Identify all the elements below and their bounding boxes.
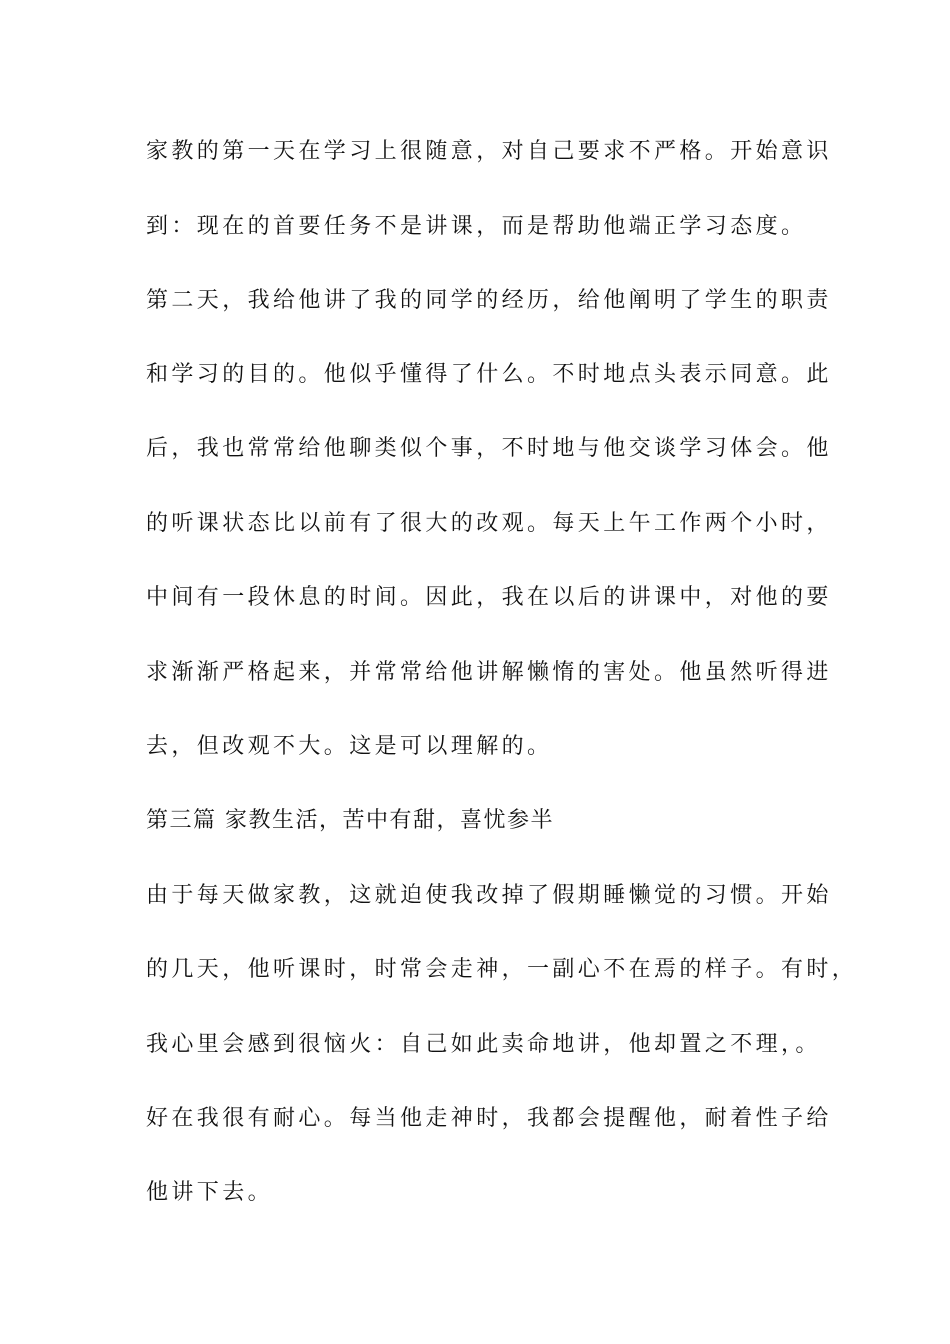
- text-line: 后，我也常常给他聊类似个事，不时地与他交谈学习体会。他: [146, 436, 832, 461]
- text-line: 和学习的目的。他似乎懂得了什么。不时地点头表示同意。此: [146, 362, 832, 387]
- text-line: 到：现在的首要任务不是讲课，而是帮助他端正学习态度。: [146, 214, 807, 239]
- text-line: 的几天，他听课时，时常会走神，一副心不在焉的样子。有时，: [146, 957, 858, 982]
- text-line: 第二天，我给他讲了我的同学的经历，给他阐明了学生的职责: [146, 288, 832, 313]
- text-line: 我心里会感到很恼火：自己如此卖命地讲，他却置之不理，。: [146, 1032, 821, 1057]
- text-line: 家教的第一天在学习上很随意，对自己要求不严格。开始意识: [146, 139, 832, 164]
- text-line: 中间有一段休息的时间。因此，我在以后的讲课中，对他的要: [146, 585, 832, 610]
- text-line: 好在我很有耐心。每当他走神时，我都会提醒他，耐着性子给: [146, 1106, 832, 1131]
- text-line: 由于每天做家教，这就迫使我改掉了假期睡懒觉的习惯。开始: [146, 883, 832, 908]
- text-line: 他讲下去。: [146, 1180, 274, 1205]
- text-line: 去，但改观不大。这是可以理解的。: [146, 734, 553, 759]
- text-line: 求渐渐严格起来，并常常给他讲解懒惰的害处。他虽然听得进: [146, 660, 832, 685]
- text-line: 的听课状态比以前有了很大的改观。每天上午工作两个小时，: [146, 511, 832, 536]
- section-heading: 第三篇 家教生活，苦中有甜，喜忧参半: [146, 808, 554, 833]
